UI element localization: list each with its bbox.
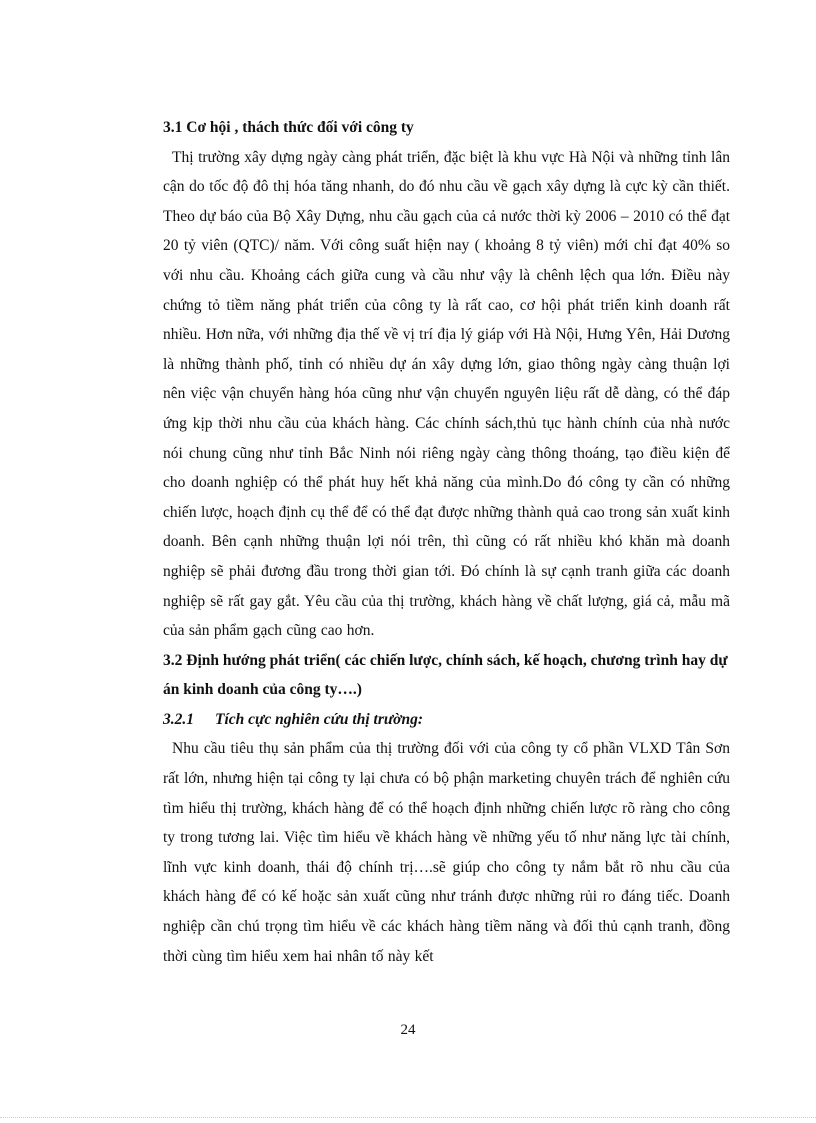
section-3-2-1-paragraph: Nhu cầu tiêu thụ sản phẩm của thị trường đối với của công ty cổ phần VLXD Tân Sơn rất lớn, nhưng hiện tại công ty lại chưa có bộ phận marketing chuyên trách để nghiên cứu tìm hiểu thị trường, khách hàng để có thể hoạch định những chiến lược rõ ràng cho công ty trong tương lai. Việc tìm hiểu về khách hàng về những yếu tố như năng lực tài chính, lĩnh vực kinh doanh, thái độ chính trị….sẽ giúp cho công ty nắm bắt rõ nhu cầu của khách hàng để có kế hoặc sản xuất cũng như tránh được những rủi ro đáng tiếc. Doanh nghiệp cần chú trọng tìm hiểu về các khách hàng tiềm năng và đối thủ cạnh tranh, đồng thời cùng tìm hiểu xem hai nhân tố này kết (163, 740, 730, 965)
section-3-2-heading: 3.2 Định hướng phát triển( các chiến lược, chính sách, kế hoạch, chương trình hay dự án kinh doanh của công ty….) (163, 651, 728, 699)
section-3-2-1-number: 3.2.1 (163, 710, 194, 728)
section-3-2-1-title: Tích cực nghiên cứu thị trường: (215, 710, 423, 728)
section-3-2-1-heading (163, 705, 730, 735)
section-3-1-heading: 3.1 Cơ hội , thách thức đối với công ty (163, 119, 414, 136)
section-3-1-paragraph: Thị trường xây dựng ngày càng phát triển, đặc biệt là khu vực Hà Nội và những tỉnh lân cận do tốc độ đô thị hóa tăng nhanh, do đó nhu cầu về gạch xây dựng là cực kỳ cần thiết. Theo dự báo của Bộ Xây Dựng, nhu cầu gạch của cả nước thời kỳ 2006 – 2010 có thể đạt 20 tỷ viên (QTC)/ năm. Với công suất hiện nay ( khoảng 8 tỷ viên) mới chỉ đạt 40% so với nhu cầu. Khoảng cách giữa cung và cầu như vậy là chênh lệch qua lớn. Điều này chứng tỏ tiềm năng phát triển của công ty là rất cao, cơ hội phát triển kinh doanh rất nhiều. Hơn nữa, với những địa thế về vị trí địa lý giáp với Hà Nội, Hưng Yên, Hải Dương là những thành phố, tỉnh có nhiều dự án xây dựng lớn, giao thông ngày càng thuận lợi nên việc vận chuyển hàng hóa cũng như vận chuyển nguyên liệu rất dễ dàng, có thể đáp ứng kịp thời nhu cầu của khách hàng. Các chính sách,thủ tục hành chính của nhà nước nói chung cũng như tỉnh Bắc Ninh nói riêng ngày càng thông thoáng, tạo điều kiện để cho doanh nghiệp có thể phát huy hết khả năng của mình.Do đó công ty cần có những chiến lược, hoạch định cụ thể để có thể đạt được những thành quả cao trong sản xuất kinh doanh. Bên cạnh những thuận lợi nói trên, thì cũng có rất nhiều khó khăn mà doanh nghiệp sẽ phải đương đầu trong thời gian tới. Đó chính là sự cạnh tranh giữa các doanh nghiệp sẽ rất gay gắt. Yêu cầu của thị trường, khách hàng về chất lượng, giá cả, mẫu mã của sản phẩm gạch cũng cao hơn. (163, 148, 730, 640)
page-bottom-divider (0, 1117, 816, 1118)
page-content (163, 113, 730, 971)
page-number: 24 (400, 1022, 416, 1038)
